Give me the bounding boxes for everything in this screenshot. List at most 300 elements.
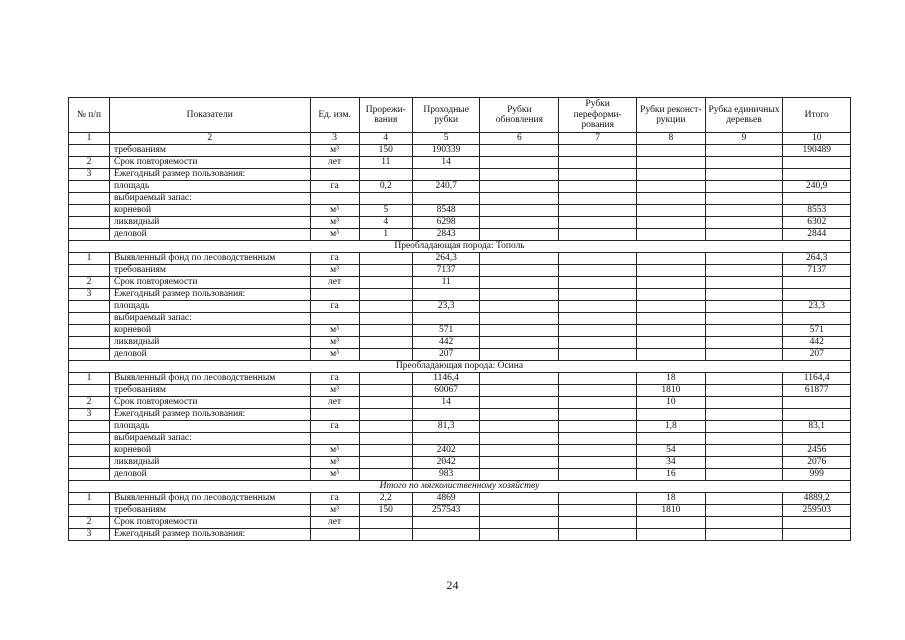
renewal-cutting-value (480, 265, 559, 277)
thinning-value (359, 289, 412, 301)
passage-cutting-value: 23,3 (412, 301, 480, 313)
renewal-cutting-value (480, 301, 559, 313)
reformation-cutting-value (559, 265, 637, 277)
reconstruction-cutting-value: 1810 (637, 385, 706, 397)
thinning-value (359, 313, 412, 325)
table-row (69, 373, 851, 385)
indicator-label: выбираемый запас: (109, 433, 310, 445)
reconstruction-cutting-value (637, 157, 706, 169)
table-row (69, 337, 851, 349)
total-value: 207 (783, 349, 851, 361)
renewal-cutting-value (480, 337, 559, 349)
column-number: 3 (310, 133, 359, 145)
reformation-cutting-value (559, 517, 637, 529)
reconstruction-cutting-value (637, 229, 706, 241)
row-number: 3 (69, 529, 110, 541)
section-header-row (69, 241, 851, 253)
reformation-cutting-value (559, 325, 637, 337)
column-number: 2 (109, 133, 310, 145)
column-number: 4 (359, 133, 412, 145)
total-value: 23,3 (783, 301, 851, 313)
total-value: 999 (783, 469, 851, 481)
indicator-label: Срок повторяемости (109, 517, 310, 529)
reformation-cutting-value (559, 337, 637, 349)
renewal-cutting-value (480, 205, 559, 217)
unit-cell: га (310, 493, 359, 505)
unit-cell: м³ (310, 505, 359, 517)
reconstruction-cutting-value (637, 217, 706, 229)
renewal-cutting-value (480, 229, 559, 241)
indicator-label: требованиям (109, 265, 310, 277)
total-value (783, 289, 851, 301)
reformation-cutting-value (559, 289, 637, 301)
column-number: 10 (783, 133, 851, 145)
passage-cutting-value: 2402 (412, 445, 480, 457)
unit-cell (310, 193, 359, 205)
indicator-label: корневой (109, 445, 310, 457)
single-tree-cutting-value (705, 349, 783, 361)
passage-cutting-value: 6298 (412, 217, 480, 229)
total-value: 259503 (783, 505, 851, 517)
reconstruction-cutting-value (637, 181, 706, 193)
header-cell-thinning: Прорежи-вания (359, 98, 412, 133)
passage-cutting-value (412, 193, 480, 205)
column-number: 1 (69, 133, 110, 145)
unit-cell: га (310, 421, 359, 433)
table-row (69, 229, 851, 241)
unit-cell: м³ (310, 385, 359, 397)
unit-cell (310, 433, 359, 445)
total-value (783, 313, 851, 325)
table-row (69, 169, 851, 181)
indicator-label: ликвидный (109, 457, 310, 469)
single-tree-cutting-value (705, 457, 783, 469)
thinning-value: 150 (359, 145, 412, 157)
reformation-cutting-value (559, 301, 637, 313)
unit-cell: га (310, 253, 359, 265)
thinning-value (359, 193, 412, 205)
reformation-cutting-value (559, 145, 637, 157)
passage-cutting-value: 240,7 (412, 181, 480, 193)
passage-cutting-value: 571 (412, 325, 480, 337)
single-tree-cutting-value (705, 469, 783, 481)
passage-cutting-value: 8548 (412, 205, 480, 217)
unit-cell: м³ (310, 325, 359, 337)
row-number (69, 349, 110, 361)
table-row (69, 421, 851, 433)
reconstruction-cutting-value (637, 325, 706, 337)
reformation-cutting-value (559, 505, 637, 517)
indicator-label: Выявленный фонд по лесоводственным (109, 493, 310, 505)
reconstruction-cutting-value (637, 301, 706, 313)
row-number (69, 217, 110, 229)
single-tree-cutting-value (705, 217, 783, 229)
row-number: 3 (69, 289, 110, 301)
renewal-cutting-value (480, 217, 559, 229)
reconstruction-cutting-value (637, 145, 706, 157)
table-row (69, 217, 851, 229)
indicator-label: корневой (109, 325, 310, 337)
header-cell-reconstruction-cutting: Рубки реконст-рукции (637, 98, 706, 133)
row-number (69, 421, 110, 433)
unit-cell: м³ (310, 205, 359, 217)
reconstruction-cutting-value (637, 193, 706, 205)
renewal-cutting-value (480, 325, 559, 337)
single-tree-cutting-value (705, 229, 783, 241)
unit-cell: м³ (310, 457, 359, 469)
passage-cutting-value: 1146,4 (412, 373, 480, 385)
indicator-label: Ежегодный размер пользования: (109, 409, 310, 421)
row-number: 3 (69, 409, 110, 421)
section-header-row (69, 481, 851, 493)
passage-cutting-value (412, 313, 480, 325)
reformation-cutting-value (559, 313, 637, 325)
header-cell-indicators: Показатели (109, 98, 310, 133)
total-value: 571 (783, 325, 851, 337)
column-number: 7 (559, 133, 637, 145)
table-row (69, 517, 851, 529)
section-title: Преобладающая порода: Тополь (69, 241, 851, 253)
thinning-value: 5 (359, 205, 412, 217)
single-tree-cutting-value (705, 301, 783, 313)
total-value (783, 157, 851, 169)
reformation-cutting-value (559, 409, 637, 421)
thinning-value (359, 469, 412, 481)
page-number: 24 (446, 578, 459, 592)
thinning-value (359, 457, 412, 469)
table-row (69, 313, 851, 325)
thinning-value (359, 349, 412, 361)
indicator-label: ликвидный (109, 217, 310, 229)
reconstruction-cutting-value: 54 (637, 445, 706, 457)
indicator-label: площадь (109, 421, 310, 433)
table-row (69, 445, 851, 457)
row-number (69, 445, 110, 457)
table-row (69, 193, 851, 205)
passage-cutting-value (412, 409, 480, 421)
reformation-cutting-value (559, 385, 637, 397)
single-tree-cutting-value (705, 517, 783, 529)
thinning-value (359, 325, 412, 337)
thinning-value (359, 529, 412, 541)
total-value: 2844 (783, 229, 851, 241)
renewal-cutting-value (480, 457, 559, 469)
single-tree-cutting-value (705, 313, 783, 325)
indicator-label: выбираемый запас: (109, 313, 310, 325)
reconstruction-cutting-value (637, 253, 706, 265)
unit-cell: м³ (310, 349, 359, 361)
indicator-label: требованиям (109, 505, 310, 517)
single-tree-cutting-value (705, 193, 783, 205)
renewal-cutting-value (480, 169, 559, 181)
renewal-cutting-value (480, 253, 559, 265)
row-number (69, 181, 110, 193)
thinning-value: 11 (359, 157, 412, 169)
reformation-cutting-value (559, 349, 637, 361)
passage-cutting-value: 7137 (412, 265, 480, 277)
reconstruction-cutting-value: 1810 (637, 505, 706, 517)
column-number: 8 (637, 133, 706, 145)
reconstruction-cutting-value (637, 517, 706, 529)
indicator-label: корневой (109, 205, 310, 217)
renewal-cutting-value (480, 529, 559, 541)
thinning-value (359, 169, 412, 181)
reformation-cutting-value (559, 253, 637, 265)
renewal-cutting-value (480, 277, 559, 289)
passage-cutting-value: 983 (412, 469, 480, 481)
table-row (69, 457, 851, 469)
indicator-label: площадь (109, 301, 310, 313)
passage-cutting-value (412, 169, 480, 181)
indicator-label: деловой (109, 349, 310, 361)
reformation-cutting-value (559, 373, 637, 385)
row-number: 3 (69, 169, 110, 181)
total-value (783, 193, 851, 205)
table-row (69, 433, 851, 445)
single-tree-cutting-value (705, 277, 783, 289)
passage-cutting-value (412, 517, 480, 529)
thinning-value (359, 301, 412, 313)
unit-cell: га (310, 373, 359, 385)
thinning-value: 1 (359, 229, 412, 241)
total-value: 83,1 (783, 421, 851, 433)
total-value (783, 409, 851, 421)
indicator-label: ликвидный (109, 337, 310, 349)
single-tree-cutting-value (705, 493, 783, 505)
reformation-cutting-value (559, 193, 637, 205)
single-tree-cutting-value (705, 397, 783, 409)
reconstruction-cutting-value (637, 205, 706, 217)
passage-cutting-value: 11 (412, 277, 480, 289)
row-number (69, 385, 110, 397)
table-row (69, 157, 851, 169)
unit-cell: м³ (310, 217, 359, 229)
reconstruction-cutting-value (637, 349, 706, 361)
renewal-cutting-value (480, 313, 559, 325)
table-row (69, 529, 851, 541)
indicator-label: Ежегодный размер пользования: (109, 529, 310, 541)
reformation-cutting-value (559, 469, 637, 481)
unit-cell (310, 409, 359, 421)
row-number (69, 457, 110, 469)
table-row (69, 253, 851, 265)
indicator-label: площадь (109, 181, 310, 193)
unit-cell: лет (310, 277, 359, 289)
table-row (69, 397, 851, 409)
header-cell-passage-cutting: Проходные рубки (412, 98, 480, 133)
row-number (69, 433, 110, 445)
total-value (783, 169, 851, 181)
reformation-cutting-value (559, 457, 637, 469)
row-number (69, 193, 110, 205)
row-number: 2 (69, 397, 110, 409)
reformation-cutting-value (559, 277, 637, 289)
thinning-value (359, 517, 412, 529)
renewal-cutting-value (480, 397, 559, 409)
reformation-cutting-value (559, 445, 637, 457)
indicator-label: требованиям (109, 385, 310, 397)
indicator-label: Срок повторяемости (109, 397, 310, 409)
table-row (69, 325, 851, 337)
thinning-value: 150 (359, 505, 412, 517)
total-value: 190489 (783, 145, 851, 157)
row-number (69, 469, 110, 481)
passage-cutting-value: 4869 (412, 493, 480, 505)
unit-cell: м³ (310, 265, 359, 277)
table-row (69, 493, 851, 505)
passage-cutting-value (412, 289, 480, 301)
renewal-cutting-value (480, 349, 559, 361)
table-row (69, 385, 851, 397)
reformation-cutting-value (559, 157, 637, 169)
single-tree-cutting-value (705, 421, 783, 433)
passage-cutting-value (412, 529, 480, 541)
reconstruction-cutting-value (637, 169, 706, 181)
total-value: 442 (783, 337, 851, 349)
row-number: 2 (69, 157, 110, 169)
passage-cutting-value: 442 (412, 337, 480, 349)
passage-cutting-value: 207 (412, 349, 480, 361)
row-number: 1 (69, 373, 110, 385)
reconstruction-cutting-value (637, 529, 706, 541)
total-value (783, 277, 851, 289)
reformation-cutting-value (559, 169, 637, 181)
renewal-cutting-value (480, 445, 559, 457)
indicator-label: деловой (109, 469, 310, 481)
column-number-row (69, 133, 851, 145)
section-title: Итого по мягколиственному хозяйству (69, 481, 851, 493)
reformation-cutting-value (559, 217, 637, 229)
single-tree-cutting-value (705, 205, 783, 217)
renewal-cutting-value (480, 409, 559, 421)
thinning-value (359, 265, 412, 277)
table-body (69, 98, 851, 541)
section-header-row (69, 361, 851, 373)
row-number: 1 (69, 493, 110, 505)
unit-cell: лет (310, 517, 359, 529)
header-cell-num: № п/п (69, 98, 110, 133)
unit-cell: м³ (310, 145, 359, 157)
thinning-value (359, 277, 412, 289)
passage-cutting-value: 14 (412, 397, 480, 409)
indicator-label: Выявленный фонд по лесоводственным (109, 373, 310, 385)
passage-cutting-value: 2042 (412, 457, 480, 469)
column-number: 6 (480, 133, 559, 145)
total-value (783, 529, 851, 541)
table-row (69, 409, 851, 421)
single-tree-cutting-value (705, 157, 783, 169)
header-cell-unit: Ед. изм. (310, 98, 359, 133)
passage-cutting-value: 14 (412, 157, 480, 169)
section-title: Преобладающая порода: Осина (69, 361, 851, 373)
single-tree-cutting-value (705, 289, 783, 301)
renewal-cutting-value (480, 505, 559, 517)
reconstruction-cutting-value (637, 277, 706, 289)
thinning-value (359, 421, 412, 433)
reconstruction-cutting-value (637, 409, 706, 421)
unit-cell: м³ (310, 229, 359, 241)
total-value (783, 397, 851, 409)
total-value: 61877 (783, 385, 851, 397)
reformation-cutting-value (559, 529, 637, 541)
reconstruction-cutting-value (637, 433, 706, 445)
single-tree-cutting-value (705, 145, 783, 157)
thinning-value (359, 253, 412, 265)
single-tree-cutting-value (705, 445, 783, 457)
row-number (69, 337, 110, 349)
forest-use-table (68, 97, 851, 541)
renewal-cutting-value (480, 421, 559, 433)
unit-cell: м³ (310, 445, 359, 457)
unit-cell (310, 289, 359, 301)
single-tree-cutting-value (705, 373, 783, 385)
reconstruction-cutting-value: 10 (637, 397, 706, 409)
single-tree-cutting-value (705, 181, 783, 193)
renewal-cutting-value (480, 181, 559, 193)
unit-cell: га (310, 301, 359, 313)
thinning-value (359, 409, 412, 421)
total-value: 2076 (783, 457, 851, 469)
reconstruction-cutting-value: 16 (637, 469, 706, 481)
passage-cutting-value: 264,3 (412, 253, 480, 265)
row-number: 1 (69, 253, 110, 265)
single-tree-cutting-value (705, 505, 783, 517)
total-value: 2456 (783, 445, 851, 457)
renewal-cutting-value (480, 433, 559, 445)
passage-cutting-value (412, 433, 480, 445)
thinning-value (359, 397, 412, 409)
total-value: 8553 (783, 205, 851, 217)
table-row (69, 205, 851, 217)
reconstruction-cutting-value: 34 (637, 457, 706, 469)
single-tree-cutting-value (705, 409, 783, 421)
indicator-label: Выявленный фонд по лесоводственным (109, 253, 310, 265)
reformation-cutting-value (559, 493, 637, 505)
column-number: 9 (705, 133, 783, 145)
header-cell-renewal-cutting: Рубки обновления (480, 98, 559, 133)
indicator-label: деловой (109, 229, 310, 241)
row-number (69, 301, 110, 313)
row-number (69, 265, 110, 277)
table-row (69, 289, 851, 301)
renewal-cutting-value (480, 469, 559, 481)
unit-cell (310, 169, 359, 181)
thinning-value (359, 433, 412, 445)
table-row (69, 301, 851, 313)
table-row (69, 277, 851, 289)
total-value (783, 433, 851, 445)
total-value: 7137 (783, 265, 851, 277)
row-number (69, 325, 110, 337)
single-tree-cutting-value (705, 529, 783, 541)
header-row (69, 98, 851, 133)
reformation-cutting-value (559, 421, 637, 433)
thinning-value: 0,2 (359, 181, 412, 193)
table-row (69, 145, 851, 157)
indicator-label: выбираемый запас: (109, 193, 310, 205)
total-value: 6302 (783, 217, 851, 229)
column-number: 5 (412, 133, 480, 145)
reconstruction-cutting-value: 1,8 (637, 421, 706, 433)
unit-cell: лет (310, 157, 359, 169)
indicator-label: Ежегодный размер пользования: (109, 169, 310, 181)
table-row (69, 469, 851, 481)
single-tree-cutting-value (705, 169, 783, 181)
table-row (69, 265, 851, 277)
reconstruction-cutting-value (637, 337, 706, 349)
table-row (69, 349, 851, 361)
indicator-label: Срок повторяемости (109, 277, 310, 289)
